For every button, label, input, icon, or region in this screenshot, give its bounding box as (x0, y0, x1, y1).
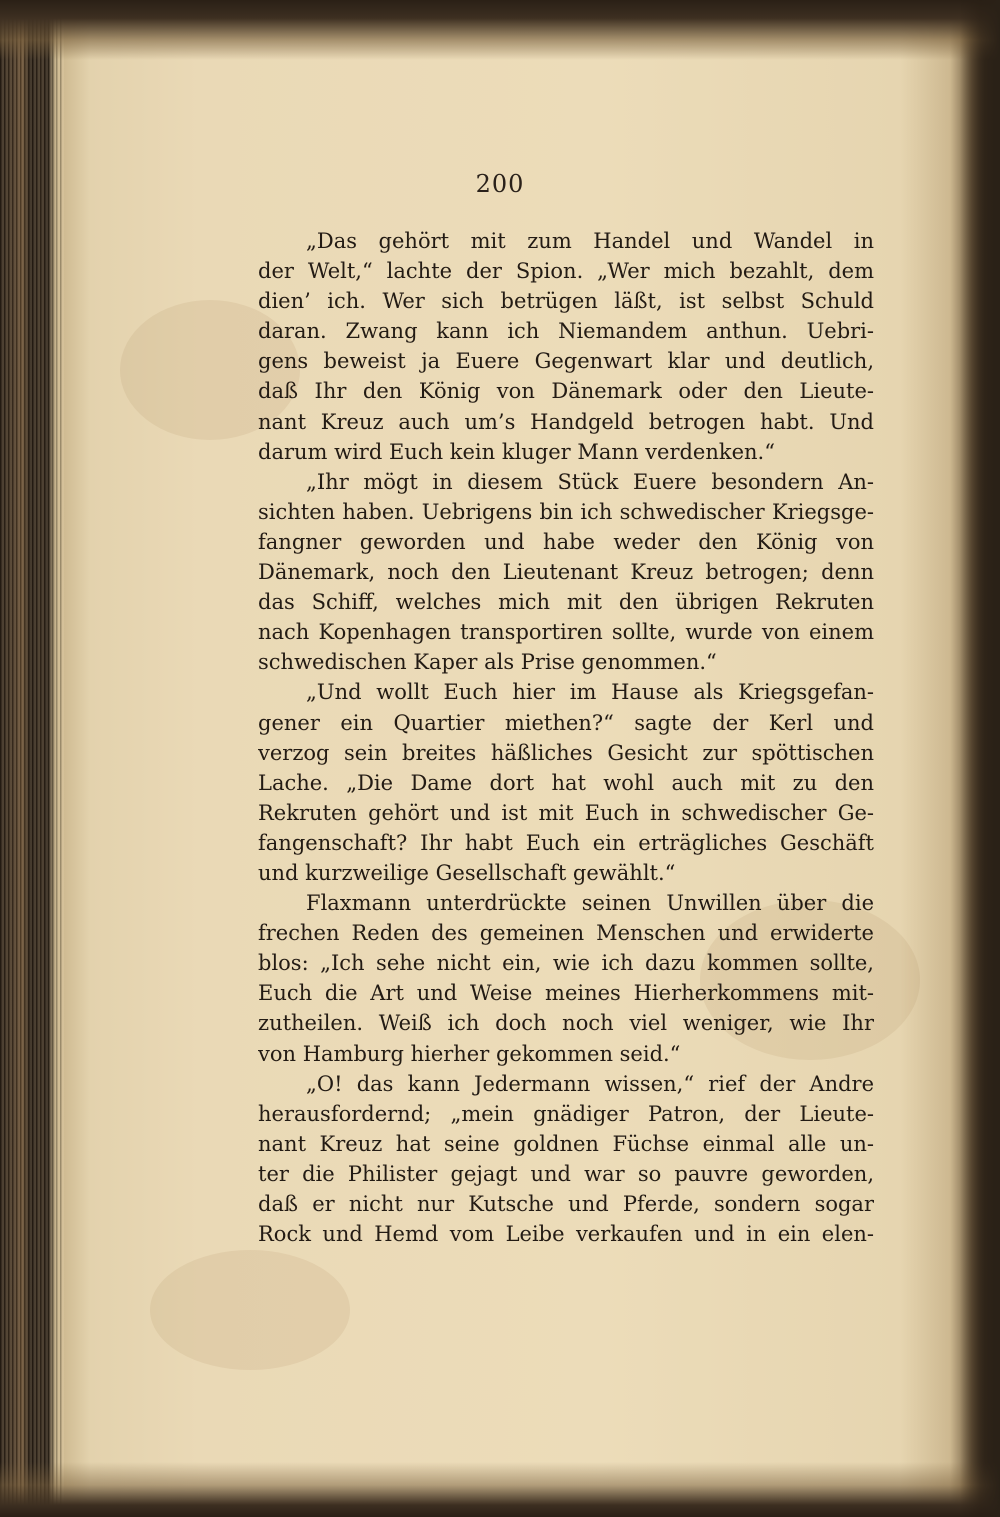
body-text (258, 226, 874, 1249)
text-line: ter die Philister gejagt und war so pauvre geworden, (258, 1161, 874, 1186)
text-line: fangenschaft? Ihr habt Euch ein erträgliches Geschäft (258, 830, 874, 855)
book-page-edges (0, 0, 64, 1517)
text-line: daß er nicht nur Kutsche und Pferde, sondern sogar (258, 1192, 874, 1216)
text-line: Rock und Hemd vom Leibe verkaufen und in ein elen- (258, 1222, 874, 1247)
text-line: Lache. „Die Dame dort hat wohl auch mit zu den (258, 770, 874, 795)
text-line: von Hamburg hierher gekommen seid.“ (258, 1041, 681, 1066)
text-line: daran. Zwang kann ich Niemandem anthun. Uebri- (258, 319, 874, 344)
text-line: „Und wollt Euch hier im Hause als Kriegsgefan- (306, 680, 874, 705)
paper-stain (150, 1250, 350, 1370)
text-line: daß Ihr den König von Dänemark oder den Lieute- (258, 379, 874, 404)
text-line: fangner geworden und habe weder den König von (258, 529, 874, 554)
text-line: und kurzweilige Gesellschaft gewählt.“ (258, 860, 676, 885)
text-line: gener ein Quartier miethen?“ sagte der Kerl und (258, 710, 874, 735)
text-line: gens beweist ja Euere Gegenwart klar und deutlich, (258, 349, 874, 374)
text-line: nant Kreuz auch um’s Handgeld betrogen habt. Und (258, 409, 874, 434)
text-line: das Schiff, welches mich mit den übrigen Rekruten (258, 590, 874, 615)
text-line: „Ihr mögt in diesem Stück Euere besondern An- (306, 469, 874, 494)
text-line: zutheilen. Weiß ich doch noch viel weniger, wie Ihr (258, 1011, 874, 1036)
text-line: blos: „Ich sehe nicht ein, wie ich dazu kommen sollte, (258, 951, 874, 976)
right-page-edge (960, 0, 1000, 1517)
text-line: sichten haben. Uebrigens bin ich schwedischer Kriegsge- (258, 499, 874, 524)
text-line: nant Kreuz hat seine goldnen Füchse einmal alle un- (258, 1131, 874, 1156)
bottom-page-shadow (0, 1462, 1000, 1517)
text-line: Flaxmann unterdrückte seinen Unwillen über die (306, 891, 874, 916)
text-line: „Das gehört mit zum Handel und Wandel in (306, 229, 874, 253)
text-line: nach Kopenhagen transportiren sollte, wurde von einem (258, 620, 874, 645)
text-line: verzog sein breites häßliches Gesicht zur spöttischen (258, 740, 874, 765)
text-line: dien’ ich. Wer sich betrügen läßt, ist selbst Schuld (258, 289, 874, 314)
top-page-shadow (0, 0, 1000, 60)
text-line: frechen Reden des gemeinen Menschen und erwiderte (258, 921, 874, 946)
page-number: 200 (475, 170, 525, 198)
text-line: schwedischen Kaper als Prise genommen.“ (258, 650, 717, 675)
text-line: Rekruten gehört und ist mit Euch in schwedischer Ge- (258, 800, 874, 825)
text-line: darum wird Euch kein kluger Mann verdenken.“ (258, 439, 775, 464)
text-line: „O! das kann Jedermann wissen,“ rief der Andre (306, 1071, 874, 1096)
text-line: Euch die Art und Weise meines Hierherkommens mit- (258, 981, 874, 1006)
text-line: Dänemark, noch den Lieutenant Kreuz betrogen; denn (258, 560, 874, 585)
text-line: herausfordernd; „mein gnädiger Patron, der Lieute- (258, 1101, 874, 1126)
text-line: der Welt,“ lachte der Spion. „Wer mich bezahlt, dem (258, 259, 874, 284)
